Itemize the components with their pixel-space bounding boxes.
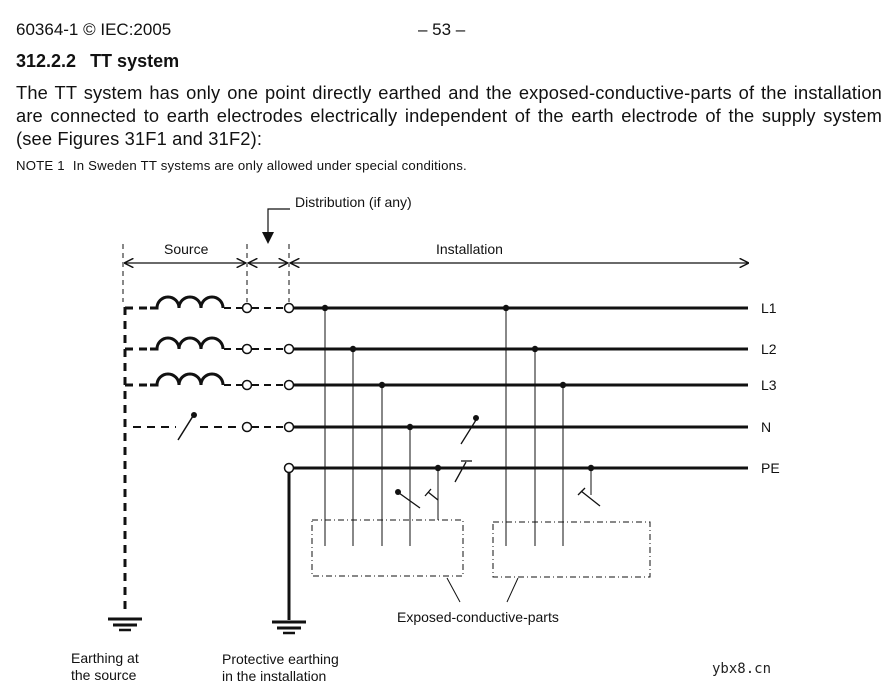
source-earth-conductor <box>125 307 150 614</box>
winding-l3 <box>150 374 223 385</box>
main-conductors <box>289 308 748 620</box>
page-number: – 53 – <box>418 20 466 39</box>
winding-l1 <box>150 297 223 308</box>
winding-l2 <box>150 338 223 349</box>
line-label-l3: L3 <box>761 377 777 393</box>
body-paragraph: The TT system has only one point directly earthed and the exposed-conductive-parts of the installation are connected to earth electrodes electrically independent of the earth electrode of the supply system (see Figures 31F1 and 31F2): <box>16 82 882 149</box>
source-label: Source <box>164 241 209 257</box>
source-windings <box>150 297 223 385</box>
earthing-installation-line2: in the installation <box>222 668 327 684</box>
exposed-parts-label: Exposed-conductive-parts <box>397 609 559 625</box>
line-label-l1: L1 <box>761 300 777 316</box>
distribution-segments <box>252 308 284 427</box>
exposed-parts-leaders <box>447 578 518 602</box>
exposed-parts-boxes <box>312 520 650 577</box>
junction-dots <box>322 305 594 471</box>
disconnect-symbols <box>399 420 600 508</box>
earthing-source-line1: Earthing at <box>71 650 139 666</box>
line-label-n: N <box>761 419 772 435</box>
watermark: ybx8.cn <box>712 661 772 677</box>
source-neutral-switch <box>178 416 193 440</box>
standard-reference: 60364-1 © IEC:2005 <box>16 20 172 39</box>
distribution-pointer <box>268 209 290 233</box>
installation-label: Installation <box>436 241 503 257</box>
winding-connections <box>224 308 242 385</box>
section-number: 312.2.2 <box>16 51 77 71</box>
note-text: In Sweden TT systems are only allowed under special conditions. <box>72 158 467 173</box>
line-label-pe: PE <box>761 460 780 476</box>
earthing-source-line2: the source <box>71 667 137 683</box>
switch-contact-b <box>473 415 479 421</box>
terminals <box>243 304 294 473</box>
earth-symbol-installation <box>272 622 306 633</box>
exposed-part-box-2 <box>493 522 650 577</box>
distribution-label: Distribution (if any) <box>295 194 412 210</box>
earth-symbol-source <box>108 619 142 630</box>
earthing-installation-line1: Protective earthing <box>222 651 339 667</box>
exposed-part-box-1 <box>312 520 463 576</box>
note-label: NOTE 1 <box>16 158 65 173</box>
line-label-l2: L2 <box>761 341 777 357</box>
section-title: TT system <box>90 51 180 71</box>
switch-contact-a <box>395 489 401 495</box>
source-switch-contact <box>191 412 197 418</box>
distribution-pointer-head <box>262 232 274 244</box>
